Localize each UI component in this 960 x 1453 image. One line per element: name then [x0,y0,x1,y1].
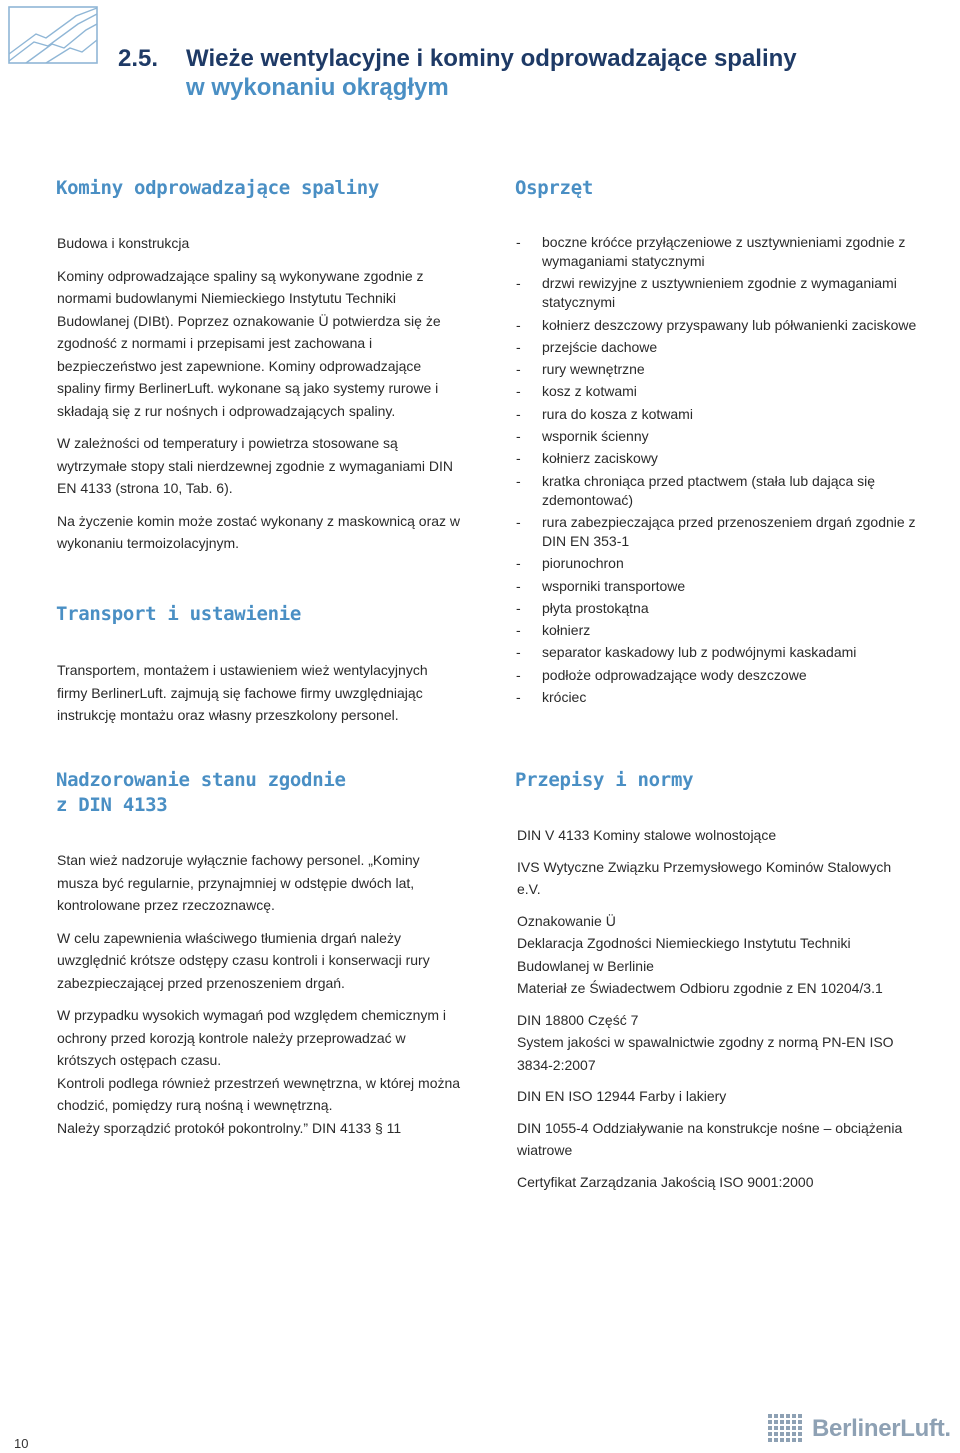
paragraph-nadzor-5: Należy sporządzić protokół pokontrolny.” DIN 4133 § 11 [57,1119,402,1136]
kominy-section [57,232,461,565]
norm-system-jakosci: System jakości w spawalnictwie zgodny z normą PN-EN ISO 3834-2:2007 [517,1034,894,1073]
list-item: - kołnierz zaciskowy [516,449,936,468]
section-number: 2.5. [118,45,159,72]
norm-din-18800: DIN 18800 Część 7 [517,1011,639,1028]
nadzor-section [57,849,461,1139]
list-item: - rury wewnętrzne [516,360,936,379]
heading-przepisy: Przepisy i normy [515,769,694,791]
paragraph-nadzor-1: Stan wież nadzoruje wyłącznie fachowy personel. „Kominy musza być regularnie, przynajmniej w odstępie dwóch lat, kontrolowane przez rzeczoznawcę. [57,852,420,913]
paragraph-kominy-2: W zależności od temperatury i powietrza stosowane są wytrzymałe stopy stali nierdzewnej zgodnie z wymaganiami DIN EN 4133 (strona 10, Tab. 6). [57,435,454,496]
list-item: - kosz z kotwami [516,382,936,401]
list-item: - drzwi rewizyjne z usztywnieniem zgodnie z wymaganiami statycznymi [516,274,936,312]
heading-nadzor-line-1: Nadzorowanie stanu zgodnie [56,769,346,791]
list-item: - króciec [516,688,936,707]
transport-section [57,659,461,737]
list-item: - rura do kosza z kotwami [516,405,936,424]
norm-oznakowanie: Oznakowanie Ü [517,912,616,929]
norm-iso-9001: Certyfikat Zarządzania Jakością ISO 9001:2000 [517,1173,814,1190]
list-item: - kołnierz [516,621,936,640]
norm-din-v-4133: DIN V 4133 Kominy stalowe wolnostojące [517,827,777,843]
heading-kominy: Kominy odprowadzające spaliny [56,177,380,199]
norm-iso-12944: DIN EN ISO 12944 Farby i lakiery [517,1088,727,1104]
heading-nadzor [56,768,346,818]
title-line-1: Wieże wentylacyjne i kominy odprowadzające spaliny [186,45,797,72]
paragraph-kominy-3: Na życzenie komin może zostać wykonany z maskownicą oraz w wykonaniu termoizolacyjnym. [57,512,461,551]
list-item: - wspornik ścienny [516,427,936,446]
brand-logo [768,1414,951,1444]
heading-osprzet: Osprzęt [515,177,593,199]
list-item: - piorunochron [516,554,936,573]
list-item: - boczne króćce przyłączeniowe z usztywnieniami zgodnie z wymaganiami statycznymi [516,233,936,271]
brand-name: BerlinerLuft. [812,1415,951,1442]
list-item: - podłoże odprowadzające wody deszczowe [516,666,936,685]
heading-nadzor-line-2: z DIN 4133 [56,794,168,816]
list-item: - przejście dachowe [516,338,936,357]
heading-transport: Transport i ustawienie [56,603,302,625]
paragraph-nadzor-3: W przypadku wysokich wymagań pod względem chemicznym i ochrony przed korozją kontrole należy przeprowadzać w krótszych ostępach czasu. [57,1007,447,1068]
norm-ivs: IVS Wytyczne Związku Przemysłowego Kominów Stalowych e.V. [517,858,892,897]
list-item: - wsporniki transportowe [516,577,936,596]
list-item: - rura zabezpieczająca przed przenoszeniem drgań zgodnie z DIN EN 353-1 [516,513,936,551]
list-item: - kołnierz deszczowy przyspawany lub półwanienki zaciskowe [516,316,936,335]
list-item: - płyta prostokątna [516,599,936,618]
brand-dots-icon [768,1414,806,1444]
norm-din-1055: DIN 1055-4 Oddziaływanie na konstrukcje nośne – obciążenia wiatrowe [517,1119,903,1158]
paragraph-nadzor-4: Kontroli podlega również przestrzeń wewnętrzna, w której można chodzić, pomiędzy rurą nośną i wewnętrzną. [57,1074,461,1113]
norm-material: Materiał ze Świadectwem Odbioru zgodnie z EN 10204/3.1 [517,980,883,996]
list-item: - kratka chroniąca przed ptactwem (stała lub dająca się zdemontować) [516,472,936,510]
paragraph-budowa: Budowa i konstrukcja [57,235,190,251]
page-title [118,44,797,102]
paragraph-kominy-1: Kominy odprowadzające spaliny są wykonywane zgodnie z normami budowlanymi Niemieckiego Instytutu Techniki Budowlanej (DIBt). Poprzez oznakowanie Ü potwierdza się że zgodność z normami i przepisami jest zachowana i bezpieczeństwo jest zapewnione. Kominy odprowadzające spaliny firmy BerlinerLuft. wykonane są jako systemy rurowe i składają się z rur nośnych i odprowadzających spaliny. [57,267,441,419]
chart-logo-icon [6,4,100,66]
przepisy-section [517,824,917,1202]
title-line-2: w wykonaniu okrągłym [186,74,449,101]
paragraph-nadzor-2: W celu zapewnienia właściwego tłumienia drgań należy uwzględnić krótsze odstępy czasu kontroli i konserwacji rury zabezpieczającej przed przenoszeniem drgań. [57,929,430,991]
norm-deklaracja: Deklaracja Zgodności Niemieckiego Instytutu Techniki Budowlanej w Berlinie [517,935,851,974]
list-item: - separator kaskadowy lub z podwójnymi kaskadami [516,643,936,662]
osprzet-list [516,233,936,710]
paragraph-transport: Transportem, montażem i ustawieniem wież wentylacyjnych firmy BerlinerLuft. zajmują się fachowe firmy uwzględniając instrukcję montażu oraz własny przeszkolony personel. [57,662,428,723]
page-number: 10 [14,1436,29,1451]
